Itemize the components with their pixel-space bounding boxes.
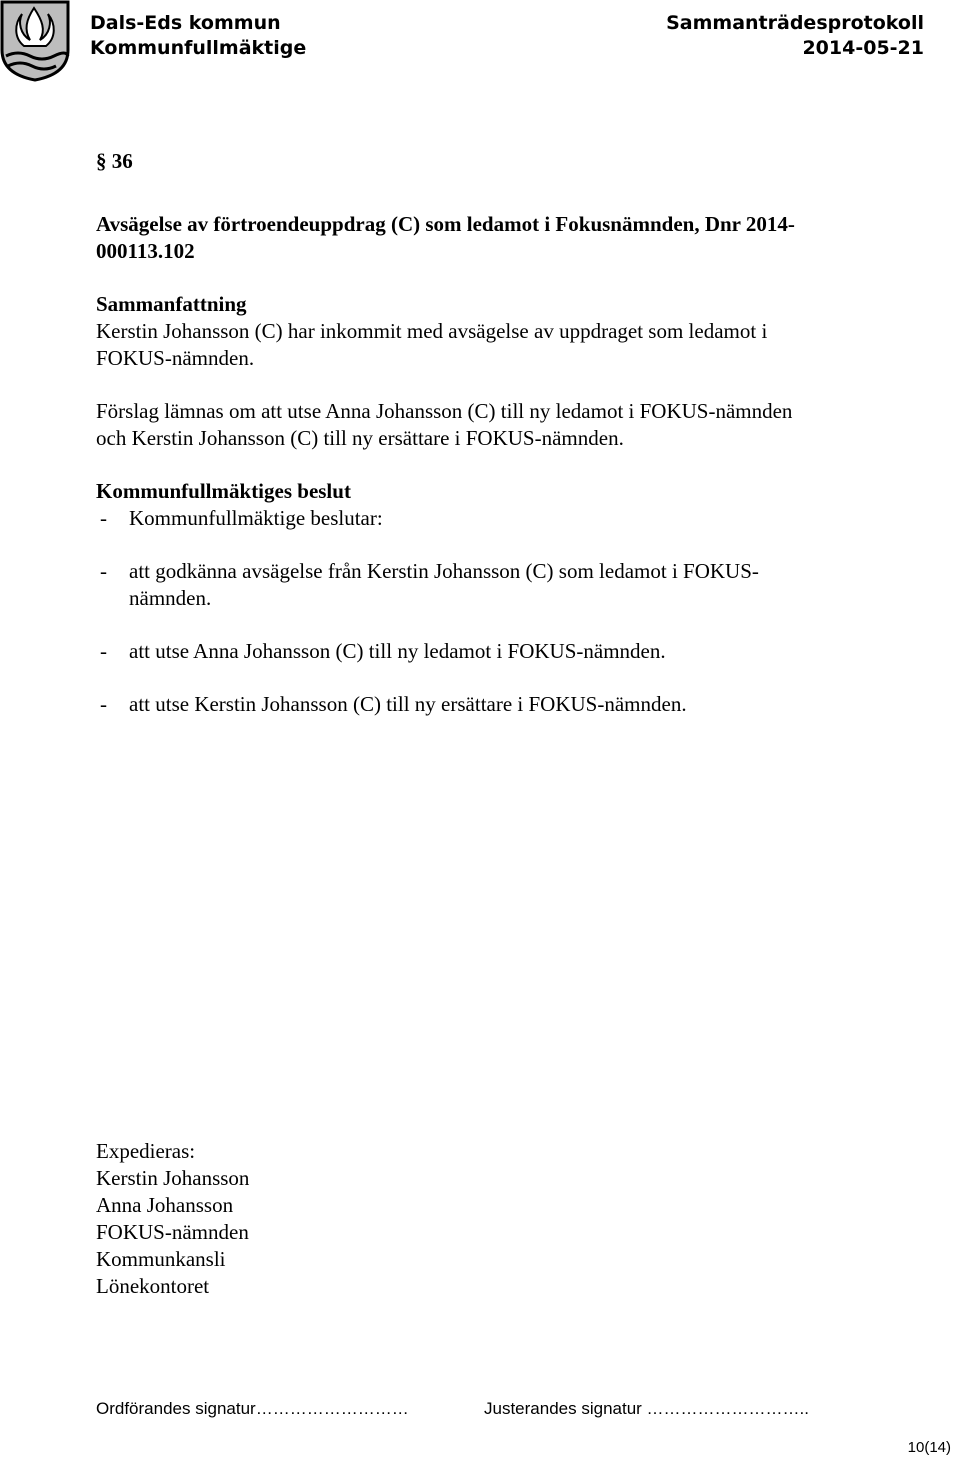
header-doc-type: Sammanträdesprotokoll xyxy=(666,12,924,34)
decision-item: - att utse Anna Johansson (C) till ny ledamot i FOKUS-nämnden. xyxy=(100,639,666,663)
header-body: Kommunfullmäktige xyxy=(90,37,307,59)
section-number: § 36 xyxy=(96,149,133,173)
proposal-text: Förslag lämnas om att utse Anna Johansson (C) till ny ledamot i FOKUS-nämnden och Kerstin Johansson (C) till ny ersättare i FOKUS-nämnden. xyxy=(96,399,793,450)
header-date: 2014-05-21 xyxy=(802,37,924,59)
decision-intro: - Kommunfullmäktige beslutar: xyxy=(100,506,383,530)
decision-item: - att godkänna avsägelse från Kerstin Johansson (C) som ledamot i FOKUS- nämnden. xyxy=(100,559,759,610)
summary-heading: Sammanfattning xyxy=(96,292,247,316)
section-title: Avsägelse av förtroendeuppdrag (C) som ledamot i Fokusnämnden, Dnr 2014- 000113.102 xyxy=(96,212,795,263)
dispatch-recipient: FOKUS-nämnden xyxy=(96,1220,249,1244)
summary-text: Kerstin Johansson (C) har inkommit med avsägelse av uppdraget som ledamot i FOKUS-nämnden. xyxy=(96,319,768,370)
municipal-logo-icon xyxy=(0,0,70,82)
dispatch-recipient: Anna Johansson xyxy=(96,1193,234,1217)
dispatch-list xyxy=(96,1138,249,1300)
adjuster-signature-line: Justerandes signatur ……………………….. xyxy=(484,1399,809,1418)
decision-heading: Kommunfullmäktiges beslut xyxy=(96,479,351,503)
decision-item: - att utse Kerstin Johansson (C) till ny ersättare i FOKUS-nämnden. xyxy=(100,692,687,716)
dispatch-heading: Expedieras: xyxy=(96,1139,196,1163)
dispatch-recipient: Kerstin Johansson xyxy=(96,1166,250,1190)
chair-signature-line: Ordförandes signatur……………………… xyxy=(96,1399,409,1418)
protocol-body xyxy=(96,148,896,718)
dispatch-recipient: Kommunkansli xyxy=(96,1247,226,1271)
header-org: Dals-Eds kommun xyxy=(90,12,281,34)
page-number: 10(14) xyxy=(907,1439,951,1456)
dispatch-recipient: Lönekontoret xyxy=(96,1274,210,1298)
